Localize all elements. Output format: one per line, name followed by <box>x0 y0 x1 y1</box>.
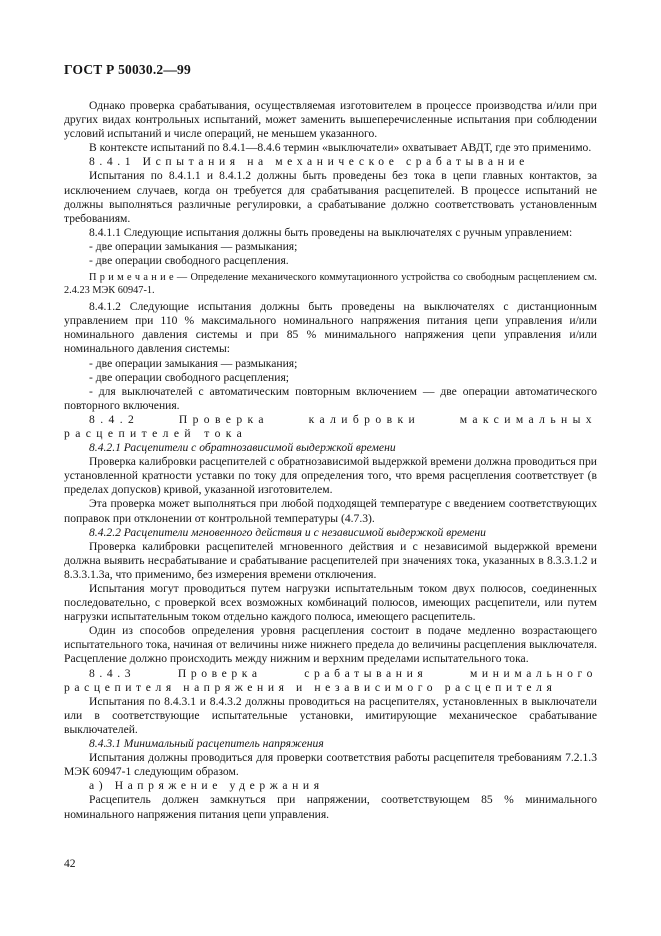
paragraph: Испытания по 8.4.3.1 и 8.4.3.2 должны проводиться на расцепителях, установленных в выключатели или в соответствующие испытательные установки, имитирующие механическое срабатывание выключателей. <box>64 694 597 736</box>
paragraph: Испытания должны проводиться для проверки соответствия работы расцепителя требованиям 7.2.1.3 МЭК 60947-1 следующим образом. <box>64 751 597 779</box>
paragraph: Эта проверка может выполняться при любой подходящей температуре с введением соответствующих поправок при отклонении от контрольной температуры (4.7.3). <box>64 497 597 525</box>
paragraph: Проверка калибровки расцепителей мгновенного действия и с независимой выдержкой времени должна выявить несрабатывание и срабатывание расцепителей при значениях тока, указанных в 8.3.3.1.2 и 8.3.3.1.3а, что применимо, без измерения времени отключения. <box>64 539 597 581</box>
paragraph: Проверка калибровки расцепителей с обратнозависимой выдержкой времени должна проводиться при установленной кратности уставки по току для определения того, что время расцепления соответствует (в пределах допусков) кривой, указанной изготовителем. <box>64 455 597 497</box>
subsection-heading-8-4-3-1: 8.4.3.1 Минимальный расцепитель напряжения <box>89 737 324 751</box>
document-body <box>64 99 597 822</box>
item-heading-a: а) Напряжение удержания <box>89 779 324 793</box>
list-item: - две операции замыкания — размыкания; <box>89 356 298 370</box>
paragraph: Испытания могут проводиться путем нагрузки испытательным током двух полюсов, соединенных последовательно, с проверкой всех возможных комбинаций полюсов, имеющих расцепители, или путем нагрузки испытательным током отдельно каждого полюса, имеющего расцепитель. <box>64 582 597 624</box>
section-heading-8-4-3: 8.4.3 Проверка срабатывания минимального расцепителя напряжения и независимого расцепителя <box>64 666 597 694</box>
list-item: - две операции свободного расцепления. <box>89 254 289 268</box>
list-item: - для выключателей с автоматическим повторным включением — две операции автоматического повторного включения. <box>64 384 597 412</box>
paragraph: Один из способов определения уровня расцепления состоит в подаче медленно возрастающего испытательного тока, начиная от величины ниже нижнего предела до величины расцепления выключателя. Расцепление должно происходить между нижним и верхним пределами испытательного тока. <box>64 624 597 666</box>
section-heading-8-4-2: 8.4.2 Проверка калибровки максимальных расцепителей тока <box>64 412 597 440</box>
paragraph: Однако проверка срабатывания, осуществляемая изготовителем в процессе производства и/или при других видах контрольных испытаний, может заменить вышеперечисленные испытания при соблюдении условий испытаний и числе операций, не меньшем указанного. <box>64 99 597 141</box>
page-number: 42 <box>64 857 76 870</box>
note: П р и м е ч а н и е — Определение механического коммутационного устройства со свободным расцеплением см. 2.4.23 МЭК 60947-1. <box>64 272 597 297</box>
list-item: - две операции свободного расцепления; <box>89 370 290 384</box>
subsection-heading-8-4-2-2: 8.4.2.2 Расцепители мгновенного действия и с независимой выдержкой времени <box>89 525 486 539</box>
paragraph: 8.4.1.2 Следующие испытания должны быть проведены на выключателях с дистанционным управлением при 110 % максимального номинального напряжения питания цепи управления и/или номинального давления системы и при 85 % минимального напряжения цепи управления и/или номинального давления системы: <box>64 300 597 356</box>
list-item: - две операции замыкания — размыкания; <box>89 239 298 253</box>
document-code: ГОСТ Р 50030.2—99 <box>64 62 191 77</box>
section-heading-8-4-1: 8.4.1 Испытания на механическое срабатывание <box>89 155 529 169</box>
paragraph: Расцепитель должен замкнуться при напряжении, соответствующем 85 % минимального номинального напряжения питания цепи управления. <box>64 793 597 821</box>
paragraph: Испытания по 8.4.1.1 и 8.4.1.2 должны быть проведены без тока в цепи главных контактов, за исключением случаев, когда он требуется для срабатывания расцепителей. В процессе испытаний не должны выполняться различные регулировки, а срабатывание должно соответствовать установленным требованиям. <box>64 169 597 225</box>
paragraph: 8.4.1.1 Следующие испытания должны быть проведены на выключателях с ручным управлением: <box>89 225 573 239</box>
paragraph: В контексте испытаний по 8.4.1—8.4.6 термин «выключатели» охватывает АВДТ, где это применимо. <box>89 141 592 155</box>
subsection-heading-8-4-2-1: 8.4.2.1 Расцепители с обратнозависимой выдержкой времени <box>89 441 396 455</box>
